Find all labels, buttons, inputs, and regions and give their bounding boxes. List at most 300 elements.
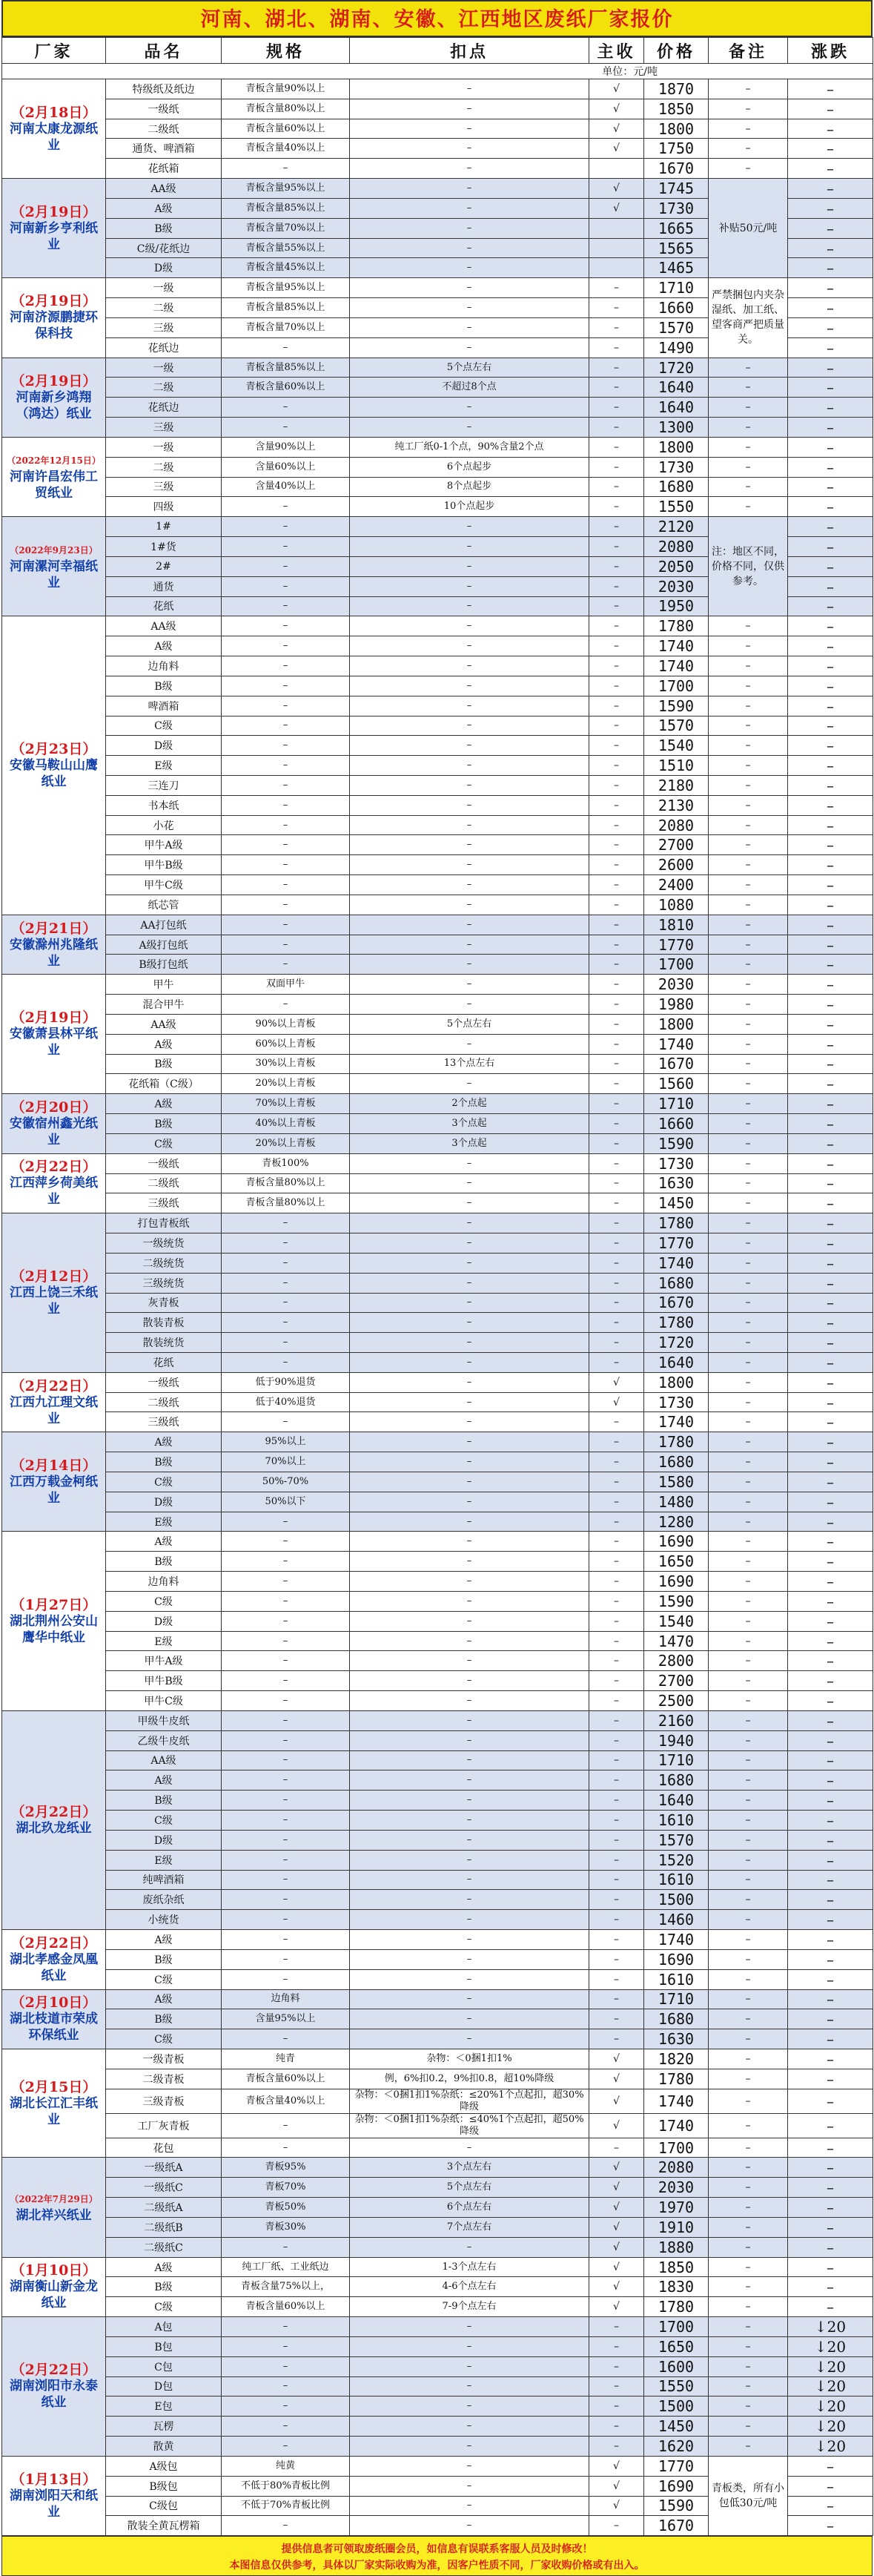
note: – xyxy=(709,915,788,935)
table-row xyxy=(2,935,873,955)
product-name: 小统货 xyxy=(106,1910,222,1930)
table-row xyxy=(2,159,873,179)
deduction: – xyxy=(350,1353,589,1373)
note: – xyxy=(709,1233,788,1254)
update-date: （1月27日） xyxy=(10,1596,97,1613)
price: 2120 xyxy=(644,517,709,537)
change: – xyxy=(788,756,873,776)
change: – xyxy=(788,676,873,696)
note: – xyxy=(709,2158,788,2178)
spec: – xyxy=(222,1910,350,1930)
main-mark: – xyxy=(589,2029,644,2049)
table-row xyxy=(2,2029,873,2049)
deduction: – xyxy=(350,915,589,935)
price: 1465 xyxy=(644,258,709,278)
table-row xyxy=(2,775,873,795)
spec: – xyxy=(222,1710,350,1730)
spec: 青板含量85%以上 xyxy=(222,358,350,378)
product-name: 纸芯管 xyxy=(106,895,222,915)
note: – xyxy=(709,1273,788,1293)
note: – xyxy=(709,1512,788,1532)
spec: 青板含量40%以上 xyxy=(222,2089,350,2113)
main-mark: – xyxy=(589,1730,644,1750)
main-mark: – xyxy=(589,716,644,736)
main-mark: – xyxy=(589,1552,644,1572)
price: 1710 xyxy=(644,1750,709,1770)
change: – xyxy=(788,815,873,835)
deduction: – xyxy=(350,1631,589,1651)
deduction: – xyxy=(350,99,589,119)
change: – xyxy=(788,1811,873,1831)
price: 1730 xyxy=(644,457,709,477)
product-name: 散黄 xyxy=(106,2437,222,2457)
product-name: 一级青板 xyxy=(106,2049,222,2069)
table-row xyxy=(2,1074,873,1094)
price: 2030 xyxy=(644,2178,709,2198)
spec: – xyxy=(222,576,350,596)
spec: 青板含量80%以上 xyxy=(222,1173,350,1193)
deduction: – xyxy=(350,179,589,199)
spec: – xyxy=(222,775,350,795)
table-row xyxy=(2,756,873,776)
note: – xyxy=(709,1591,788,1611)
product-name: 纯啤酒箱 xyxy=(106,1870,222,1890)
deduction: – xyxy=(350,1671,589,1691)
deduction: – xyxy=(350,1492,589,1512)
deduction: – xyxy=(350,218,589,238)
update-date: （2月20日） xyxy=(10,1098,97,1116)
change: – xyxy=(788,975,873,995)
company-name: 江西九江理文纸业 xyxy=(10,1394,98,1426)
spec: – xyxy=(222,2336,350,2356)
note: – xyxy=(709,1412,788,1432)
company-cell xyxy=(2,79,106,179)
table-row xyxy=(2,398,873,418)
table-row xyxy=(2,736,873,756)
change: – xyxy=(788,616,873,636)
price: 1740 xyxy=(644,1253,709,1273)
product-name: B级包 xyxy=(106,2476,222,2496)
change: – xyxy=(788,2516,873,2536)
deduction: – xyxy=(350,198,589,218)
spec: – xyxy=(222,1691,350,1711)
change: – xyxy=(788,2277,873,2297)
deduction: – xyxy=(350,337,589,358)
deduction: – xyxy=(350,556,589,576)
table-row xyxy=(2,2397,873,2417)
change: – xyxy=(788,2049,873,2069)
change: – xyxy=(788,955,873,975)
main-mark xyxy=(589,218,644,238)
spec: – xyxy=(222,1949,350,1969)
spec: 青板含量80%以上 xyxy=(222,99,350,119)
spec: – xyxy=(222,676,350,696)
update-date: （1月13日） xyxy=(10,2471,97,2488)
deduction: – xyxy=(350,1949,589,1969)
company-cell xyxy=(2,358,106,437)
deduction: – xyxy=(350,2237,589,2257)
change: – xyxy=(788,1133,873,1153)
note: – xyxy=(709,1392,788,1412)
note: – xyxy=(709,2138,788,2158)
deduction: – xyxy=(350,1392,589,1412)
price: 1680 xyxy=(644,1770,709,1791)
spec: 纯黄 xyxy=(222,2456,350,2476)
product-name: 二级纸 xyxy=(106,1173,222,1193)
main-mark: – xyxy=(589,2397,644,2417)
main-mark: – xyxy=(589,418,644,438)
note: – xyxy=(709,1034,788,1054)
table-row xyxy=(2,1412,873,1432)
company-cell xyxy=(2,2158,106,2257)
spec: 60%以上青板 xyxy=(222,1034,350,1054)
change: – xyxy=(788,2009,873,2029)
deduction: – xyxy=(350,696,589,716)
product-name: 一级纸 xyxy=(106,99,222,119)
price: 1540 xyxy=(644,1611,709,1631)
product-name: C级 xyxy=(106,2297,222,2317)
note: – xyxy=(709,1811,788,1831)
table-row xyxy=(2,1870,873,1890)
update-date: （2月22日） xyxy=(10,2362,97,2379)
product-name: B级 xyxy=(106,1552,222,1572)
price: 1730 xyxy=(644,198,709,218)
note: – xyxy=(709,1133,788,1153)
main-mark: – xyxy=(589,1492,644,1512)
update-date: （2月12日） xyxy=(10,1268,97,1285)
deduction: – xyxy=(350,1791,589,1811)
note: – xyxy=(709,2009,788,2029)
product-name: E级 xyxy=(106,1512,222,1532)
change: – xyxy=(788,696,873,716)
main-mark: – xyxy=(589,1710,644,1730)
main-mark: – xyxy=(589,358,644,378)
main-mark: – xyxy=(589,1850,644,1870)
note: – xyxy=(709,616,788,636)
price-table-body xyxy=(2,79,873,2536)
product-name: C级 xyxy=(106,716,222,736)
company-name: 河南新乡鸿翔（鸿达）纸业 xyxy=(16,389,92,421)
spec: – xyxy=(222,2437,350,2457)
deduction: – xyxy=(350,656,589,676)
spec: 青板含量45%以上 xyxy=(222,258,350,278)
change: – xyxy=(788,497,873,517)
main-mark: – xyxy=(589,895,644,915)
note: – xyxy=(709,696,788,716)
note: – xyxy=(709,1830,788,1850)
deduction: – xyxy=(350,1969,589,1989)
main-mark: – xyxy=(589,298,644,318)
deduction: – xyxy=(350,576,589,596)
note: – xyxy=(709,1253,788,1273)
deduction: – xyxy=(350,1651,589,1671)
main-mark: – xyxy=(589,656,644,676)
product-name: 边角料 xyxy=(106,1572,222,1592)
change: – xyxy=(788,2237,873,2257)
main-mark: – xyxy=(589,975,644,995)
product-name: 三级 xyxy=(106,317,222,337)
product-name: A级打包纸 xyxy=(106,935,222,955)
company-name: 湖北长江汇丰纸业 xyxy=(10,2095,98,2127)
change: – xyxy=(788,895,873,915)
price: 1640 xyxy=(644,1353,709,1373)
table-row xyxy=(2,2113,873,2138)
update-date: （2月19日） xyxy=(10,293,97,310)
price: 1800 xyxy=(644,437,709,457)
note: – xyxy=(709,1333,788,1353)
main-mark: – xyxy=(589,278,644,298)
price: 1670 xyxy=(644,1054,709,1074)
price: 1780 xyxy=(644,616,709,636)
price: 1640 xyxy=(644,378,709,398)
note: – xyxy=(709,1611,788,1631)
change: – xyxy=(788,1293,873,1313)
table-row xyxy=(2,1372,873,1392)
table-row xyxy=(2,418,873,438)
change: – xyxy=(788,2113,873,2138)
product-name: 甲牛C级 xyxy=(106,875,222,895)
change: – xyxy=(788,2496,873,2516)
page-title: 河南、湖北、湖南、安徽、江西地区废纸厂家报价 xyxy=(1,0,873,37)
spec: – xyxy=(222,1770,350,1791)
note: – xyxy=(709,1710,788,1730)
spec: 边角料 xyxy=(222,1989,350,2009)
main-mark: – xyxy=(589,955,644,975)
spec: – xyxy=(222,537,350,557)
table-row xyxy=(2,656,873,676)
note: – xyxy=(709,1691,788,1711)
main-mark: – xyxy=(589,1153,644,1173)
price: 1740 xyxy=(644,1930,709,1950)
price: 1080 xyxy=(644,895,709,915)
price: 1830 xyxy=(644,2277,709,2297)
deduction: – xyxy=(350,1691,589,1711)
price: 1870 xyxy=(644,79,709,99)
main-mark: √ xyxy=(589,99,644,119)
product-name: B级 xyxy=(106,676,222,696)
table-row xyxy=(2,2158,873,2178)
company-cell xyxy=(2,2456,106,2535)
footer-line-1: 提供信息者可领取废纸圈会员，如信息有误联系客服人员及时修改！ xyxy=(281,2543,593,2556)
change: – xyxy=(788,1532,873,1552)
change: – xyxy=(788,1173,873,1193)
company-cell xyxy=(2,1930,106,1989)
table-row xyxy=(2,1492,873,1512)
product-name: 一级纸A xyxy=(106,2158,222,2178)
update-date: （2月22日） xyxy=(10,1934,97,1951)
price: 1730 xyxy=(644,1392,709,1412)
deduction: – xyxy=(350,2476,589,2496)
spec: – xyxy=(222,1890,350,1910)
change: – xyxy=(788,1034,873,1054)
note: – xyxy=(709,2317,788,2337)
spec: – xyxy=(222,596,350,616)
table-row xyxy=(2,99,873,119)
company-cell xyxy=(2,437,106,516)
product-name: A包 xyxy=(106,2317,222,2337)
main-mark: – xyxy=(589,1054,644,1074)
main-mark: – xyxy=(589,317,644,337)
main-mark: √ xyxy=(589,2049,644,2069)
spec: – xyxy=(222,955,350,975)
note: – xyxy=(709,1770,788,1791)
spec: – xyxy=(222,1233,350,1254)
spec: 青板含量85%以上 xyxy=(222,298,350,318)
spec: – xyxy=(222,2516,350,2536)
change: – xyxy=(788,1572,873,1592)
deduction: – xyxy=(350,537,589,557)
price: 1740 xyxy=(644,2113,709,2138)
price: 1580 xyxy=(644,1472,709,1492)
main-mark: – xyxy=(589,517,644,537)
main-mark: – xyxy=(589,1949,644,1969)
product-name: 四级 xyxy=(106,497,222,517)
deduction: – xyxy=(350,1611,589,1631)
change: – xyxy=(788,2138,873,2158)
header-spec: 规格 xyxy=(222,38,350,64)
product-name: 散装全黄瓦楞箱 xyxy=(106,2516,222,2536)
table-row xyxy=(2,1353,873,1373)
spec: – xyxy=(222,2417,350,2437)
table-row xyxy=(2,1392,873,1412)
deduction: 3个点左右 xyxy=(350,2158,589,2178)
price: 1800 xyxy=(644,119,709,139)
spec: – xyxy=(222,1293,350,1313)
price: 1690 xyxy=(644,2476,709,2496)
table-row xyxy=(2,795,873,815)
change: – xyxy=(788,1591,873,1611)
change: – xyxy=(788,1492,873,1512)
spec: – xyxy=(222,935,350,955)
deduction: – xyxy=(350,1750,589,1770)
change: – xyxy=(788,875,873,895)
main-mark: √ xyxy=(589,2113,644,2138)
note: – xyxy=(709,1074,788,1094)
main-mark: – xyxy=(589,915,644,935)
note: – xyxy=(709,1870,788,1890)
note: – xyxy=(709,1313,788,1333)
spec: 不低于80%青板比例 xyxy=(222,2476,350,2496)
table-row xyxy=(2,1552,873,1572)
product-name: B级打包纸 xyxy=(106,955,222,975)
deduction: – xyxy=(350,2437,589,2457)
note: – xyxy=(709,2029,788,2049)
spec: 青板含量70%以上 xyxy=(222,317,350,337)
product-name: A级包 xyxy=(106,2456,222,2476)
product-name: 废纸杂纸 xyxy=(106,1890,222,1910)
deduction: – xyxy=(350,1532,589,1552)
deduction: – xyxy=(350,1253,589,1273)
product-name: B级 xyxy=(106,218,222,238)
header-row xyxy=(2,38,873,64)
product-name: C包 xyxy=(106,2356,222,2376)
deduction: – xyxy=(350,935,589,955)
product-name: C级 xyxy=(106,1811,222,1831)
note: – xyxy=(709,1552,788,1572)
main-mark: – xyxy=(589,1910,644,1930)
price: 2050 xyxy=(644,556,709,576)
product-name: AA级 xyxy=(106,616,222,636)
company-cell xyxy=(2,1710,106,1929)
header-note: 备注 xyxy=(709,38,788,64)
product-name: 一级纸 xyxy=(106,1153,222,1173)
update-date: （2022年9月23日） xyxy=(10,544,98,556)
deduction: – xyxy=(350,1293,589,1313)
table-row xyxy=(2,2356,873,2376)
table-row xyxy=(2,2456,873,2476)
spec: – xyxy=(222,418,350,438)
table-row xyxy=(2,2049,873,2069)
table-row xyxy=(2,1949,873,1969)
company-cell xyxy=(2,517,106,616)
note: – xyxy=(709,756,788,776)
spec: 低于90%退货 xyxy=(222,1372,350,1392)
price: 1640 xyxy=(644,1791,709,1811)
deduction: – xyxy=(350,1989,589,2009)
main-mark: – xyxy=(589,1651,644,1671)
main-mark: – xyxy=(589,1253,644,1273)
table-row xyxy=(2,2437,873,2457)
change: – xyxy=(788,1512,873,1532)
table-row xyxy=(2,1730,873,1750)
change: – xyxy=(788,1671,873,1691)
main-mark: – xyxy=(589,1412,644,1432)
product-name: C级/花纸边 xyxy=(106,238,222,258)
table-row xyxy=(2,2297,873,2317)
company-name: 江西萍乡荷美纸业 xyxy=(10,1176,98,1208)
note: – xyxy=(709,1671,788,1691)
table-row xyxy=(2,1054,873,1074)
main-mark xyxy=(589,238,644,258)
table-row xyxy=(2,875,873,895)
table-row xyxy=(2,1811,873,1831)
main-mark: √ xyxy=(589,2277,644,2297)
deduction: – xyxy=(350,2009,589,2029)
spec: 含量90%以上 xyxy=(222,437,350,457)
product-name: 甲牛A级 xyxy=(106,835,222,855)
table-row xyxy=(2,457,873,477)
price: 1500 xyxy=(644,2397,709,2417)
product-name: E级 xyxy=(106,756,222,776)
spec: – xyxy=(222,1850,350,1870)
price: 1280 xyxy=(644,1512,709,1532)
product-name: 1# xyxy=(106,517,222,537)
price: 1665 xyxy=(644,218,709,238)
price: 1730 xyxy=(644,1153,709,1173)
spec: 青板含量90%以上 xyxy=(222,79,350,99)
main-mark: – xyxy=(589,1074,644,1094)
note: – xyxy=(709,2397,788,2417)
deduction: – xyxy=(350,1372,589,1392)
main-mark: – xyxy=(589,1969,644,1989)
price: 2800 xyxy=(644,1651,709,1671)
price: 1450 xyxy=(644,2417,709,2437)
spec: – xyxy=(222,995,350,1015)
main-mark: √ xyxy=(589,2476,644,2496)
company-name: 河南许昌宏伟工贸纸业 xyxy=(10,470,98,501)
note: – xyxy=(709,1651,788,1671)
spec: 青板100% xyxy=(222,1153,350,1173)
main-mark: – xyxy=(589,1233,644,1254)
product-name: D级 xyxy=(106,1830,222,1850)
product-name: 三级统货 xyxy=(106,1273,222,1293)
main-mark: – xyxy=(589,756,644,776)
product-name: 三连刀 xyxy=(106,775,222,795)
company-cell xyxy=(2,1532,106,1710)
main-mark: – xyxy=(589,855,644,875)
change: – xyxy=(788,1432,873,1452)
spec: – xyxy=(222,1273,350,1293)
